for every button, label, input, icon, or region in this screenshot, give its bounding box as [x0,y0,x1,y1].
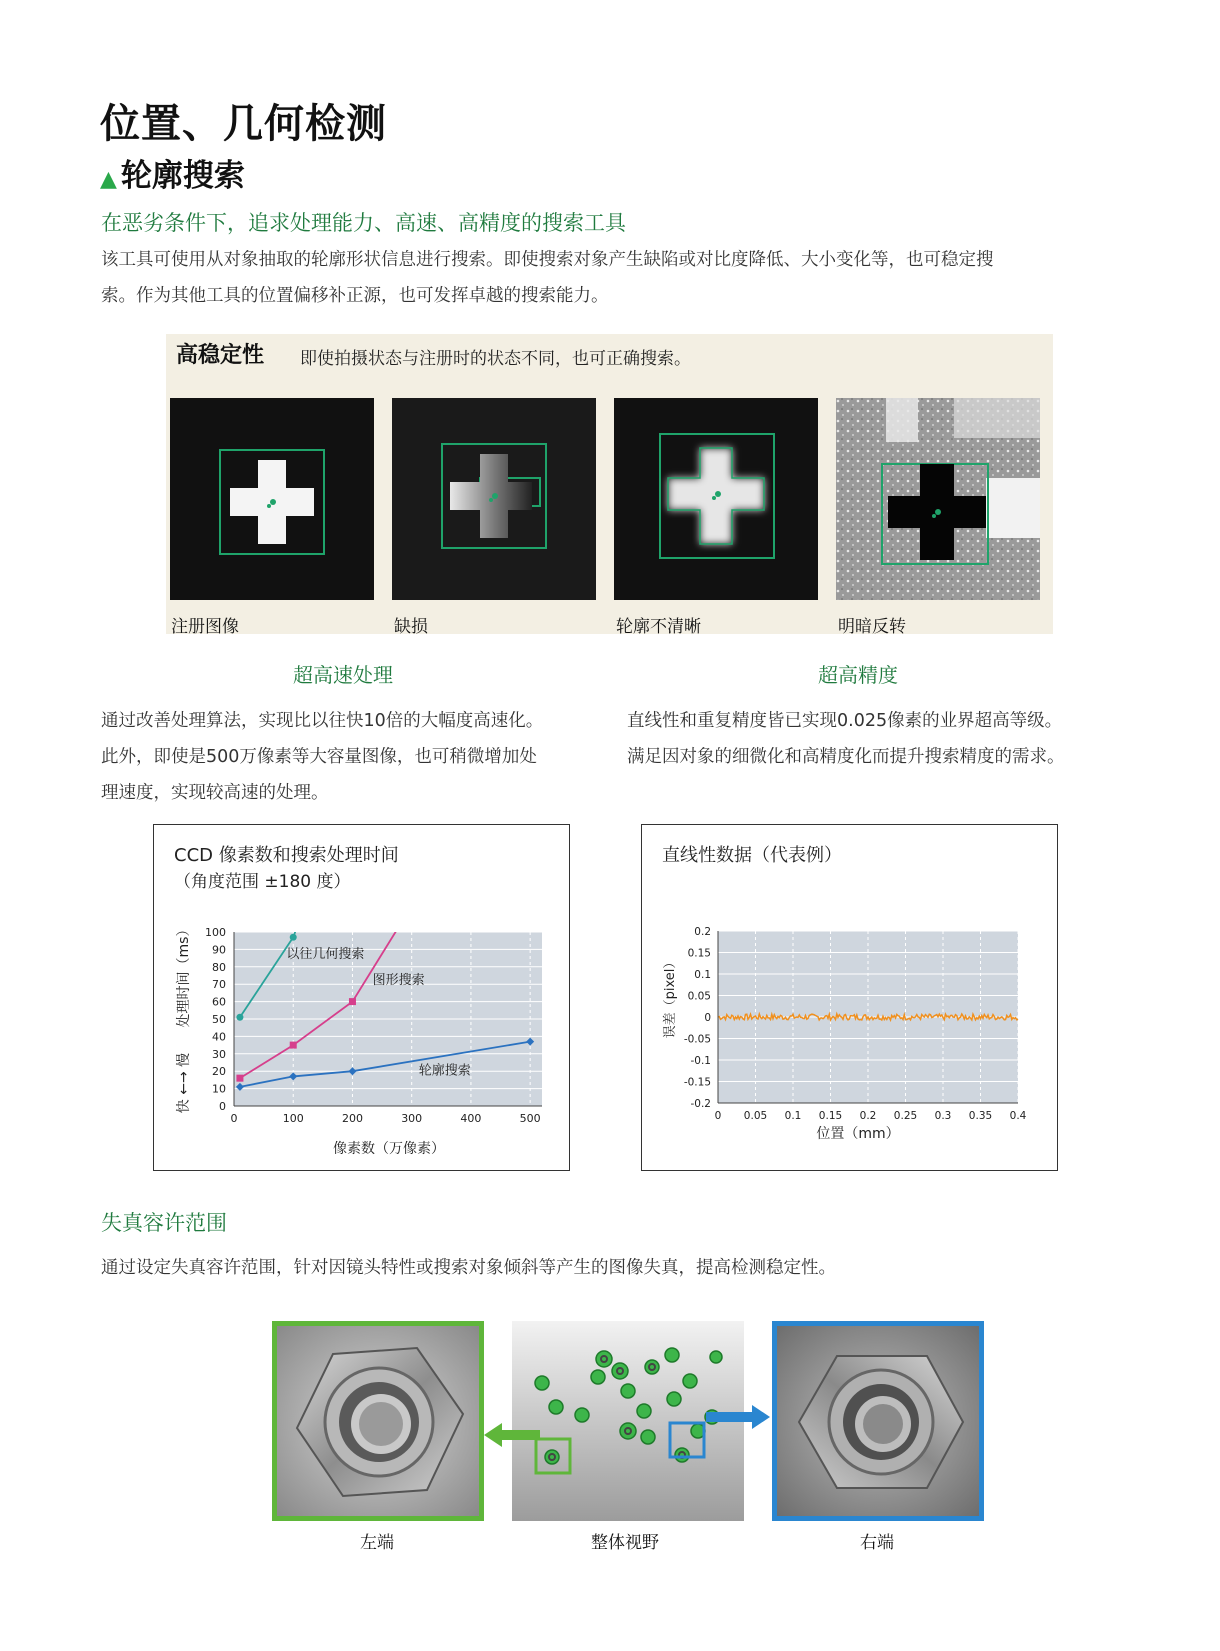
chart2-xtick-label: 0.3 [934,1110,952,1122]
chart2-ytick-label: 0.1 [694,969,711,981]
chart1-series-label: 以往几何搜索 [286,947,365,963]
chart1-ylabel: 处理时间（ms） [176,922,192,1028]
chart1-xtick-label: 400 [460,1112,482,1125]
section-title [100,150,245,195]
chart2-xtick-label: 0 [714,1110,722,1122]
chart2-ytick-label: 0.05 [687,990,711,1003]
chart1-xlabel: 像素数（万像素） [333,1141,445,1157]
speed-line-1: 通过改善处理算法，实现比以往快10倍的大幅度高速化。 [101,711,544,731]
speed-heading: 超高速处理 [293,663,393,687]
chart1-ytick-label: 60 [212,995,226,1009]
chart1-ytick-label: 10 [212,1082,226,1096]
blurred-image [614,398,818,600]
speed-line-3: 理速度，实现较高速的处理。 [101,783,329,803]
right-arrow-icon [706,1402,770,1432]
inverted-image [836,398,1040,600]
registered-image [170,398,374,600]
chart2-xtick-label: 0.4 [1009,1110,1027,1122]
chart1-ytick-label: 50 [212,1013,226,1026]
chart2-title: 直线性数据（代表例） [662,845,842,866]
chart1-ytick-label: 20 [212,1065,226,1079]
chart1-xtick-label: 300 [401,1112,423,1125]
caption-inverted: 明暗反转 [838,617,906,637]
chart1-subtitle: （角度范围 ±180 度） [174,872,351,892]
linearity-chart [641,824,1058,1171]
caption-overall-view: 整体视野 [591,1533,659,1553]
chart1-ylabel-side: 快 ←→ 慢 [176,1052,192,1114]
chart1-point [349,998,356,1005]
intro-line-1: 该工具可使用从对象抽取的轮廓形状信息进行搜索。即使搜索对象产生缺陷或对比度降低、大小变化等，也可稳定搜 [101,250,994,270]
chart1-xtick-label: 500 [519,1112,541,1125]
chart1-ytick-label: 70 [212,978,226,992]
left-end-image [272,1321,484,1521]
chart1-ytick-label: 100 [205,926,226,939]
chart2-ytick-label: -0.05 [683,1033,711,1046]
chart2-xtick-label: 0.35 [968,1110,993,1122]
chart2-xtick-label: 0.2 [859,1110,877,1122]
chart2-xtick-label: 0.1 [784,1110,802,1122]
chart2-xlabel: 位置（mm） [816,1126,900,1142]
chart1-point [290,934,297,941]
chart1-point [290,1042,297,1049]
stability-title: 高稳定性 [176,343,265,368]
distortion-heading: 失真容许范围 [101,1211,227,1235]
damaged-image [392,398,596,600]
precision-line-2: 满足因对象的细微化和高精度化而提升搜索精度的需求。 [627,747,1065,767]
chart1-xtick-label: 100 [282,1112,304,1125]
caption-right-end: 右端 [860,1533,894,1553]
chart2-xtick-label: 0.25 [893,1110,918,1122]
chart2-xtick-label: 0.15 [818,1110,843,1122]
chart1-ytick-label: 40 [212,1030,226,1044]
caption-registered: 注册图像 [171,617,239,637]
chart2-xtick-label: 0.05 [743,1110,768,1122]
right-end-image [772,1321,984,1521]
caption-damaged: 缺损 [394,617,428,637]
chart2-ylabel: 误差（pixel） [663,955,678,1039]
chart1-xtick-label: 200 [341,1112,363,1125]
speed-line-2: 此外，即使是500万像素等大容量图像，也可稍微增加处 [101,747,537,767]
caption-blurred: 轮廓不清晰 [616,617,701,637]
caption-left-end: 左端 [360,1533,394,1553]
chart2-ytick-label: 0 [704,1012,711,1024]
chart1-ytick-label: 30 [212,1047,226,1061]
chart1-title: CCD 像素数和搜索处理时间 [174,845,399,866]
chart2-ytick-label: -0.1 [690,1055,711,1067]
chart2-ytick-label: 0.2 [694,926,711,938]
chart1-ytick-label: 0 [219,1100,226,1113]
page-title: 位置、几何检测 [100,101,387,147]
chart1-xtick-label: 0 [230,1112,238,1125]
distortion-text: 通过设定失真容许范围，针对因镜头特性或搜索对象倾斜等产生的图像失真，提高检测稳定性。 [101,1258,836,1278]
chart1-point [236,1014,243,1021]
precision-heading: 超高精度 [818,663,898,687]
triangle-icon: ▲ [100,167,117,192]
left-arrow-icon [484,1420,540,1450]
processing-time-chart [153,824,570,1171]
precision-line-1: 直线性和重复精度皆已实现0.025像素的业界超高等级。 [627,711,1063,731]
intro-line-2: 索。作为其他工具的位置偏移补正源，也可发挥卓越的搜索能力。 [101,286,609,306]
subtitle: 在恶劣条件下，追求处理能力、高速、高精度的搜索工具 [101,211,626,235]
chart2-ytick-label: 0.15 [687,947,711,960]
chart1-ytick-label: 80 [212,960,226,974]
chart2-ytick-label: -0.2 [690,1098,711,1110]
chart1-series-label: 轮廓搜索 [418,1063,471,1079]
stability-subtitle: 即使拍摄状态与注册时的状态不同，也可正确搜索。 [300,349,691,369]
chart1-series-label: 图形搜索 [372,973,425,989]
chart2-ytick-label: -0.15 [683,1076,711,1089]
section-title-text: 轮廓搜索 [120,158,245,194]
chart1-ytick-label: 90 [212,943,226,957]
chart1-point [236,1075,243,1082]
